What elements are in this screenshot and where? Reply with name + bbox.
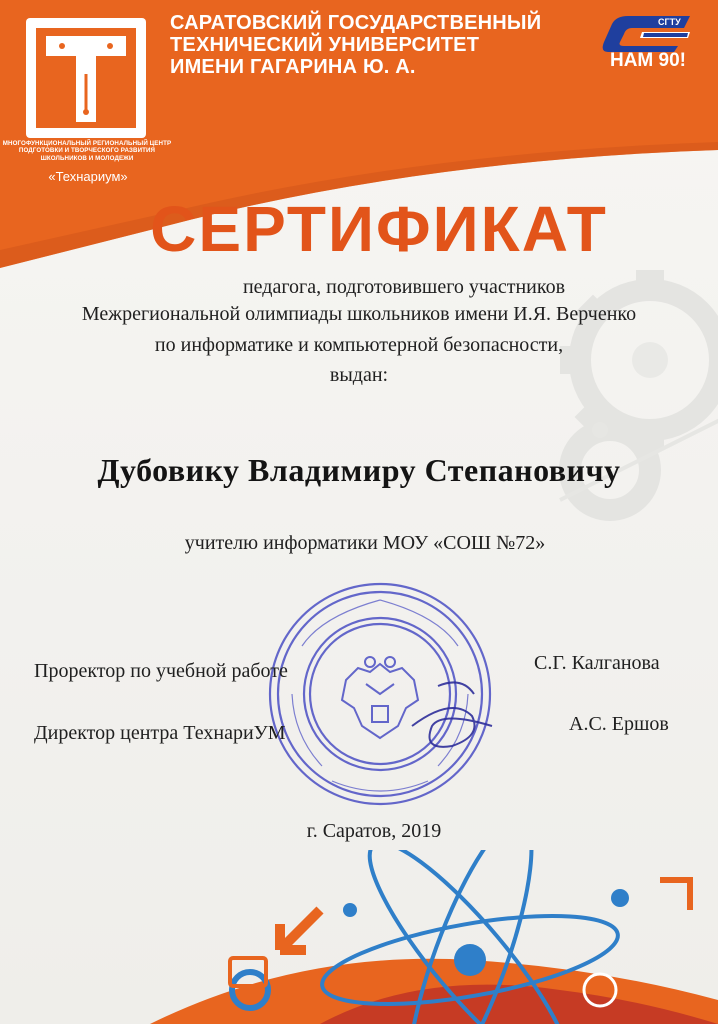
certificate-title: СЕРТИФИКАТ xyxy=(150,193,608,265)
recipient-position: учителю информатики МОУ «СОШ №72» xyxy=(184,532,546,554)
university-name-line: ТЕХНИЧЕСКИЙ УНИВЕРСИТЕТ xyxy=(170,34,480,56)
signatory-role: Директор центра ТехнариУМ xyxy=(34,722,286,744)
university-name-line: САРАТОВСКИЙ ГОСУДАРСТВЕННЫЙ xyxy=(170,12,542,34)
university-name-line: ИМЕНИ ГАГАРИНА Ю. А. xyxy=(170,56,416,78)
center-brand: «Технариум» xyxy=(48,169,128,184)
place-and-year: г. Саратов, 2019 xyxy=(306,820,442,842)
description-line: педагога, подготовившего участников xyxy=(242,276,566,298)
bottom-decoration xyxy=(0,850,718,1024)
description-line: Межрегиональной олимпиады школьников имени И.Я. Верченко xyxy=(81,303,637,325)
description-line: выдан: xyxy=(329,364,389,386)
center-name-line: МНОГОФУНКЦИОНАЛЬНЫЙ РЕГИОНАЛЬНЫЙ ЦЕНТР xyxy=(2,140,172,147)
signatory-role: Проректор по учебной работе xyxy=(34,660,288,682)
university-name xyxy=(170,12,580,78)
center-name xyxy=(2,140,172,162)
center-name-line: ПОДГОТОВКИ И ТВОРЧЕСКОГО РАЗВИТИЯ xyxy=(18,147,156,155)
arrow-icon xyxy=(280,910,320,950)
center-name-line: ШКОЛЬНИКОВ И МОЛОДЕЖИ xyxy=(40,154,134,162)
technarium-logo-icon xyxy=(22,14,150,144)
description-line: по информатике и компьютерной безопасности, xyxy=(154,334,564,356)
signatory-name: А.С. Ершов xyxy=(569,713,669,735)
recipient-name: Дубовику Владимиру Степановичу xyxy=(97,452,621,488)
anniversary-label: НАМ 90! xyxy=(609,50,686,71)
official-stamp-icon xyxy=(262,576,498,812)
svg-text:СГТУ: СГТУ xyxy=(658,17,681,27)
signatory-name: С.Г. Калганова xyxy=(534,652,660,674)
